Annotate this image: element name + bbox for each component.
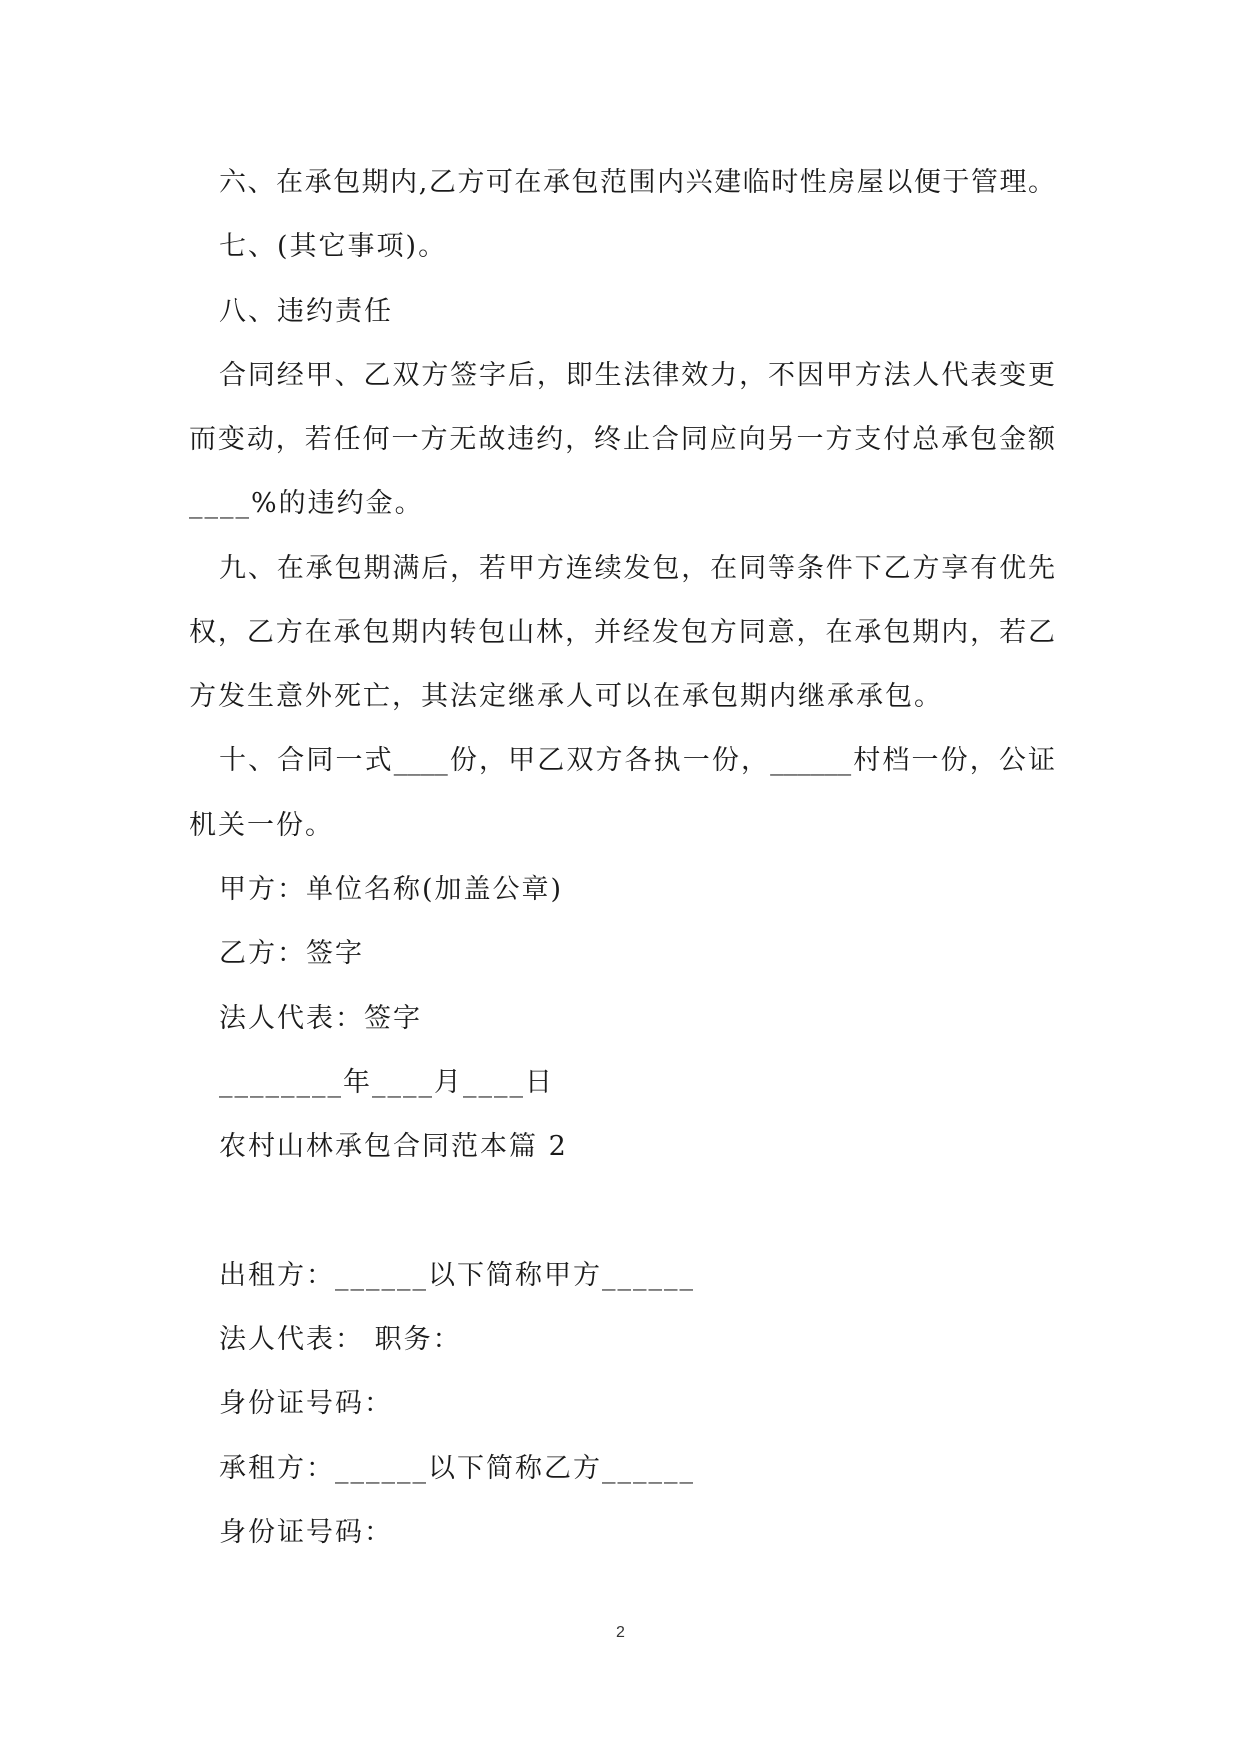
section-title-2: 农村山林承包合同范本篇 2: [219, 1131, 568, 1162]
clause-9-line-1: 九、在承包期满后，若甲方连续发包，在同等条件下乙方享有优先: [219, 553, 1055, 584]
clause-10-line-2: 机关一份。: [189, 810, 334, 841]
signing-date: ________年____月____日: [219, 1067, 554, 1098]
page-number: 2: [616, 1624, 625, 1641]
legal-rep-position-line: 法人代表： 职务：: [219, 1324, 462, 1355]
legal-rep-signature: 法人代表：签字: [219, 1003, 422, 1034]
clause-8-text-line-1: 合同经甲、乙双方签字后，即生法律效力，不因甲方法人代表变更: [219, 360, 1055, 391]
party-a-signature: 甲方：单位名称(加盖公章): [219, 874, 564, 905]
lessee-id-number: 身份证号码：: [219, 1517, 393, 1548]
clause-8-text-line-2: 而变动，若任何一方无故违约，终止合同应向另一方支付总承包金额: [189, 424, 1055, 455]
lessor-id-number: 身份证号码：: [219, 1388, 393, 1419]
clause-8-text-line-3: ____%的违约金。: [189, 488, 424, 519]
lessee-line: 承租方：______以下简称乙方______: [219, 1453, 695, 1484]
clause-8-heading: 八、违约责任: [219, 296, 393, 327]
clause-10-line-1: 十、合同一式____份，甲乙双方各执一份，______村档一份，公证: [219, 745, 1055, 776]
party-b-signature: 乙方：签字: [219, 938, 364, 969]
clause-6: 六、在承包期内,乙方可在承包范围内兴建临时性房屋以便于管理。: [219, 167, 1055, 198]
clause-9-line-3: 方发生意外死亡，其法定继承人可以在承包期内继承承包。: [189, 681, 943, 712]
lessor-line: 出租方：______以下简称甲方______: [219, 1260, 695, 1291]
clause-9-line-2: 权，乙方在承包期内转包山林，并经发包方同意，在承包期内，若乙: [189, 617, 1055, 648]
clause-7: 七、(其它事项)。: [219, 231, 448, 262]
